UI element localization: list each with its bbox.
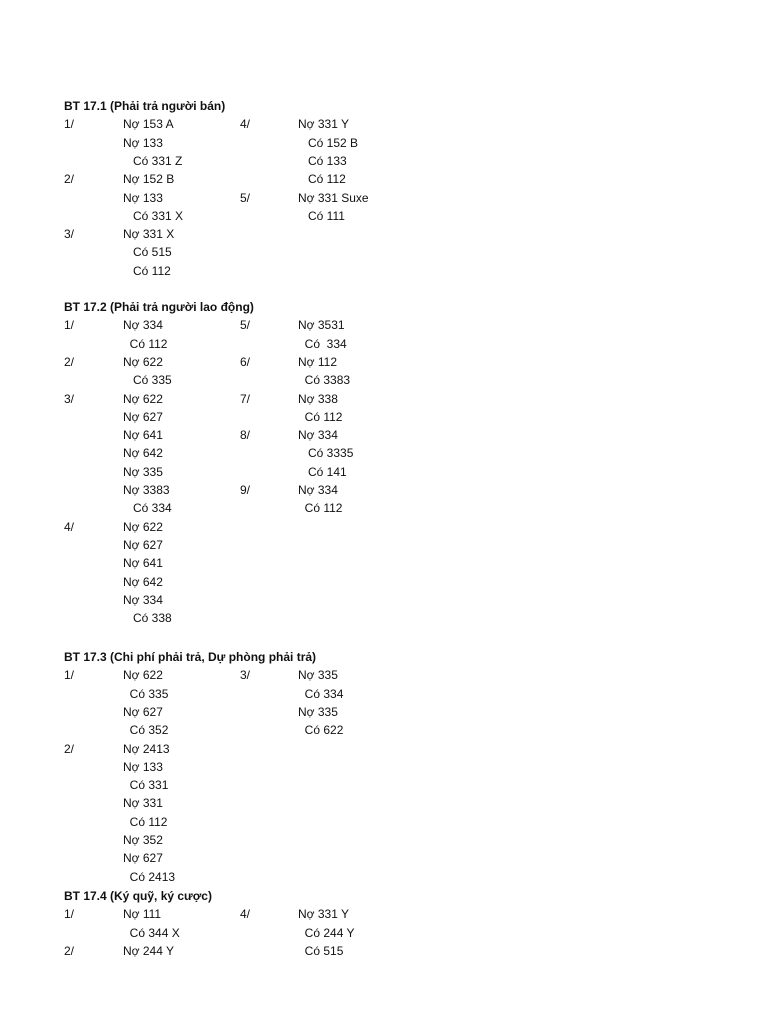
entry-line: Nợ 622 xyxy=(123,668,163,683)
entry-number: 1/ xyxy=(64,668,75,683)
entry-number: 1/ xyxy=(64,117,75,132)
entry-number: 2/ xyxy=(64,172,75,187)
entry-number: 4/ xyxy=(240,117,251,132)
entry-line: Nợ 334 xyxy=(123,592,163,607)
section-title: BT 17.3 (Chi phí phải trả, Dự phòng phải trả) xyxy=(64,650,317,664)
entry-line: Có 112 xyxy=(298,172,346,187)
entry-line: Nợ 622 xyxy=(123,354,163,369)
entry-number: 7/ xyxy=(240,391,251,406)
entry-line: Nợ 152 B xyxy=(123,172,175,187)
entry-number: 4/ xyxy=(240,907,251,922)
entry-line: Có 112 xyxy=(123,814,168,829)
entry-line: Nợ 3383 xyxy=(123,483,170,497)
entry-line: Có 331 Z xyxy=(123,153,183,168)
entry-number: 2/ xyxy=(64,741,75,756)
entry-line: Có 338 xyxy=(123,611,172,626)
entry-line: Nợ 331 Y xyxy=(298,117,350,132)
entry-line: Có 515 xyxy=(123,245,172,260)
entry-line: Có 244 Y xyxy=(298,925,355,940)
entry-number: 3/ xyxy=(64,227,75,242)
entry-line: Nợ 2413 xyxy=(123,741,170,756)
entry-line: Nợ 331 xyxy=(123,796,163,811)
entry-line: Có 112 xyxy=(298,501,343,516)
entry-line: Nợ 335 xyxy=(298,704,338,719)
entry-line: Có 3335 xyxy=(298,446,354,461)
entry-line: Nợ 627 xyxy=(123,409,163,424)
entry-line: Nợ 331 Y xyxy=(298,907,350,922)
entry-line: Có 622 xyxy=(298,723,344,738)
section-title: BT 17.4 (Ký quỹ, ký cược) xyxy=(64,889,212,903)
entry-number: 2/ xyxy=(64,354,75,369)
entry-number: 5/ xyxy=(240,318,251,333)
section-title: BT 17.2 (Phải trả người lao động) xyxy=(64,300,254,314)
entry-number: 5/ xyxy=(240,190,251,205)
entry-line: Nợ 133 xyxy=(123,190,163,205)
entry-line: Nợ 334 xyxy=(298,483,338,497)
entry-line: Nợ 627 xyxy=(123,704,163,719)
entry-line: Nợ 627 xyxy=(123,537,163,552)
entry-line: Nợ 244 Y xyxy=(123,943,175,958)
entry-line: Có 3383 xyxy=(298,373,351,388)
entry-line: Có 133 xyxy=(298,153,347,168)
entry-line: Có 112 xyxy=(123,336,168,351)
entry-line: Nợ 641 xyxy=(123,556,163,571)
entry-line: Nợ 3531 xyxy=(298,318,345,333)
entry-number: 4/ xyxy=(64,519,75,534)
entry-line: Nợ 331 X xyxy=(123,227,175,242)
entry-line: Có 111 xyxy=(298,208,345,223)
entry-number: 1/ xyxy=(64,907,75,922)
entry-line: Nợ 153 A xyxy=(123,117,174,132)
entry-line: Có 152 B xyxy=(298,135,359,150)
entry-line: Có 352 xyxy=(123,723,169,738)
entry-number: 2/ xyxy=(64,943,75,958)
entry-line: Có 112 xyxy=(298,409,343,424)
entry-line: Có 334 xyxy=(298,686,344,701)
entry-line: Nợ 335 xyxy=(123,464,163,479)
entry-line: Nợ 627 xyxy=(123,851,163,866)
entry-line: Có 331 X xyxy=(123,208,184,223)
entry-line: Có 334 xyxy=(123,501,172,516)
entry-line: Nợ 111 xyxy=(123,907,162,922)
entry-number: 1/ xyxy=(64,318,75,333)
entry-line: Có 2413 xyxy=(123,869,176,884)
entry-line: Nợ 642 xyxy=(123,574,163,589)
entry-line: Nợ 352 xyxy=(123,833,163,847)
entry-line: Nợ 622 xyxy=(123,391,163,406)
entry-line: Nợ 338 xyxy=(298,391,338,406)
entry-line: Có 515 xyxy=(298,943,344,958)
entry-line: Có 335 xyxy=(123,686,169,701)
entry-line: Nợ 642 xyxy=(123,446,163,461)
entry-line: Có 331 xyxy=(123,778,169,793)
entry-line: Nợ 334 xyxy=(298,428,338,443)
entry-line: Nợ 622 xyxy=(123,519,163,534)
entry-line: Nợ 133 xyxy=(123,135,163,150)
entry-line: Có 344 X xyxy=(123,925,180,940)
entry-number: 6/ xyxy=(240,354,251,369)
entry-line: Nợ 641 xyxy=(123,428,163,443)
entry-line: Có 112 xyxy=(123,263,171,278)
entry-line: Có 334 xyxy=(298,336,347,351)
entry-line: Có 141 xyxy=(298,464,347,479)
entry-line: Có 335 xyxy=(123,373,172,388)
entry-line: Nợ 112 xyxy=(298,354,337,369)
section-title: BT 17.1 (Phải trả người bán) xyxy=(64,99,226,113)
entry-line: Nợ 334 xyxy=(123,318,163,333)
entry-number: 8/ xyxy=(240,428,251,443)
entry-number: 3/ xyxy=(240,668,251,683)
entry-line: Nợ 331 Suxe xyxy=(298,190,369,205)
entry-number: 3/ xyxy=(64,391,75,406)
entry-line: Nợ 133 xyxy=(123,759,163,774)
entry-number: 9/ xyxy=(240,483,251,497)
entry-line: Nợ 335 xyxy=(298,668,338,683)
